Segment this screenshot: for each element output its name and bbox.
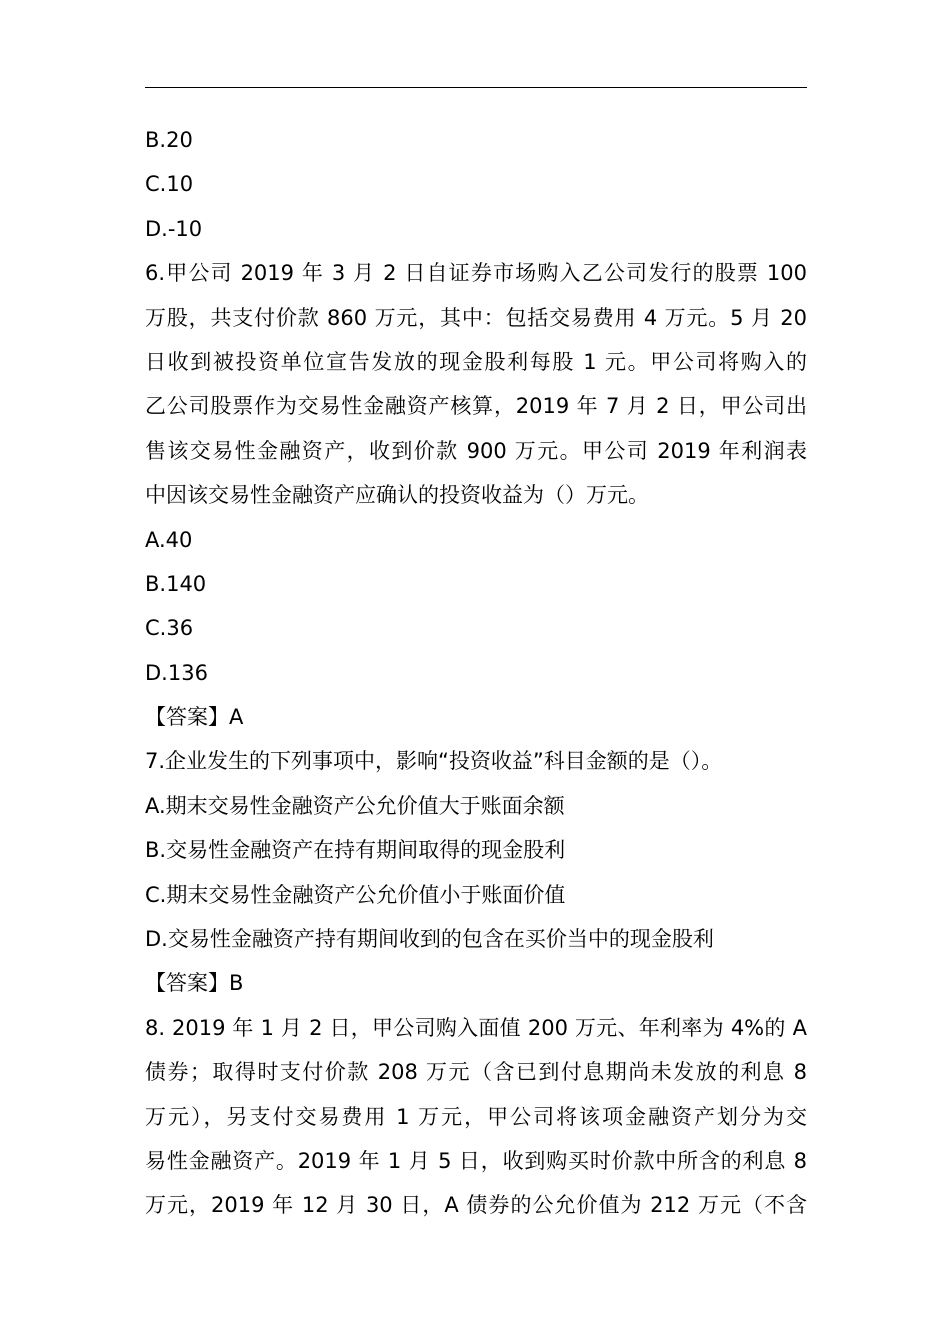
question-6-line-3: 日收到被投资单位宣告发放的现金股利每股 1 元。甲公司将购入的 [145,349,807,374]
question-8-line-4: 易性金融资产。2019 年 1 月 5 日，收到购买时价款中所含的利息 8 [145,1148,807,1173]
question-6-line-1: 6.甲公司 2019 年 3 月 2 日自证券市场购入乙公司发行的股票 100 [145,261,807,286]
question-8-line-2: 债券；取得时支付价款 208 万元（含已到付息期尚未发放的利息 8 [145,1060,807,1085]
option-c-q7: C.期末交易性金融资产公允价值小于账面价值 [145,882,566,907]
question-7: 7.企业发生的下列事项中，影响“投资收益”科目金额的是（）。 [145,749,723,774]
option-d-q5: D.-10 [145,216,203,241]
header-rule [145,87,807,88]
option-b-q6: B.140 [145,571,207,596]
question-8-line-1: 8. 2019 年 1 月 2 日，甲公司购入面值 200 万元、年利率为 4%的 A [145,1015,807,1040]
question-6-line-4: 乙公司股票作为交易性金融资产核算，2019 年 7 月 2 日，甲公司出 [145,394,807,419]
question-6-line-6: 中因该交易性金融资产应确认的投资收益为（）万元。 [145,483,649,508]
option-a-q7: A.期末交易性金融资产公允价值大于账面余额 [145,793,565,818]
option-b-q5: B.20 [145,128,193,152]
answer-q7: 【答案】B [145,971,244,996]
option-d-q6: D.136 [145,660,208,685]
document-body [145,118,807,1228]
question-8-line-5: 万元，2019 年 12 月 30 日，A 债券的公允价值为 212 万元（不含 [145,1193,807,1218]
question-6-line-2: 万股，共支付价款 860 万元，其中：包括交易费用 4 万元。5 月 20 [145,305,807,330]
option-c-q6: C.36 [145,616,194,641]
option-b-q7: B.交易性金融资产在持有期间取得的现金股利 [145,838,566,863]
question-8-line-3: 万元），另支付交易费用 1 万元，甲公司将该项金融资产划分为交 [145,1104,807,1129]
option-d-q7: D.交易性金融资产持有期间收到的包含在买价当中的现金股利 [145,927,714,952]
question-6-line-5: 售该交易性金融资产，收到价款 900 万元。甲公司 2019 年利润表 [145,438,807,463]
option-c-q5: C.10 [145,172,194,197]
option-a-q6: A.40 [145,527,193,552]
answer-q6: 【答案】A [145,705,244,730]
